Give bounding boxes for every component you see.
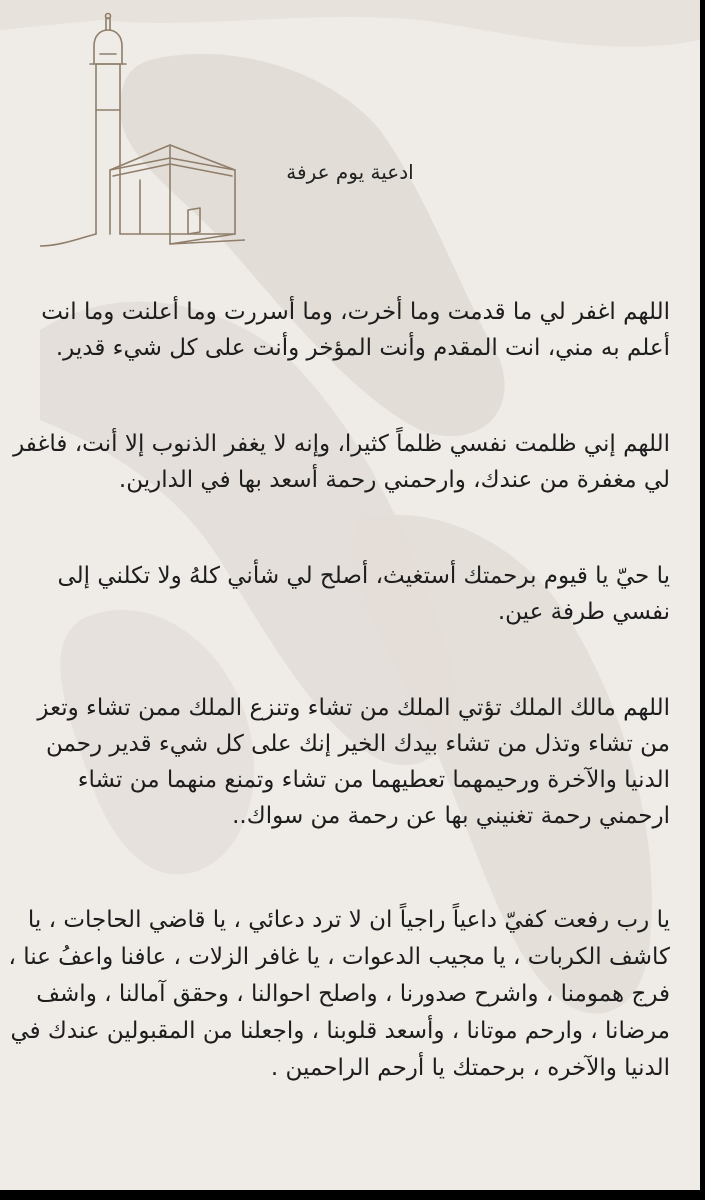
dua-line: اللهم مالك الملك تؤتي الملك من تشاء وتنزع الملك ممن تشاء وتعز	[37, 695, 670, 721]
dua-line: من تشاء وتذل من تشاء بيدك الخير إنك على كل شيء قدير رحمن	[45, 731, 670, 757]
dua-line: لي مغفرة من عندك، وارحمني رحمة أسعد بها في الدارين.	[118, 467, 670, 493]
dua-paragraph-5	[8, 902, 670, 1087]
dua-paragraph-4	[37, 690, 670, 834]
dua-line: فرج همومنا ، واشرح صدورنا ، واصلح احوالنا ، وحقق آمالنا ، واشف	[36, 981, 670, 1007]
dua-line: مرضانا ، وارحم موتانا ، وأسعد قلوبنا ، واجعلنا من المقبولين عندك في	[10, 1018, 670, 1044]
dua-line: كاشف الكربات ، يا مجيب الدعوات ، يا غافر الزلات ، عافنا واعفُ عنا ،	[8, 944, 670, 970]
dua-line: يا حيّ يا قيوم برحمتك أستغيث، أصلح لي شأني كلهُ ولا تكلني إلى	[57, 563, 670, 589]
dua-line: الدنيا والآخرة ورحيمهما تعطيهما من تشاء وتمنع منهما من تشاء	[77, 767, 670, 793]
dua-paragraph-3	[57, 558, 670, 630]
page-title: ادعية يوم عرفة	[286, 160, 414, 184]
kaaba-minaret-line-art	[40, 10, 245, 250]
dua-line: ارحمني رحمة تغنيني بها عن رحمة من سواك..	[232, 803, 670, 829]
dua-line: أعلم به مني، انت المقدم وأنت المؤخر وأنت على كل شيء قدير.	[55, 335, 670, 361]
dua-line: نفسي طرفة عين.	[497, 599, 670, 625]
dua-paragraph-1	[41, 294, 670, 366]
dua-paragraph-2	[13, 426, 670, 498]
dua-line: اللهم اغفر لي ما قدمت وما أخرت، وما أسررت وما أعلنت وما انت	[41, 299, 670, 325]
dua-line: يا رب رفعت كفيّ داعياً راجياً ان لا ترد دعائي ، يا قاضي الحاجات ، يا	[27, 907, 670, 933]
dua-line: اللهم إني ظلمت نفسي ظلماً كثيرا، وإنه لا يغفر الذنوب إلا أنت، فاغفر	[13, 431, 670, 457]
dua-line: الدنيا والآخره ، برحمتك يا أرحم الراحمين .	[270, 1055, 670, 1081]
